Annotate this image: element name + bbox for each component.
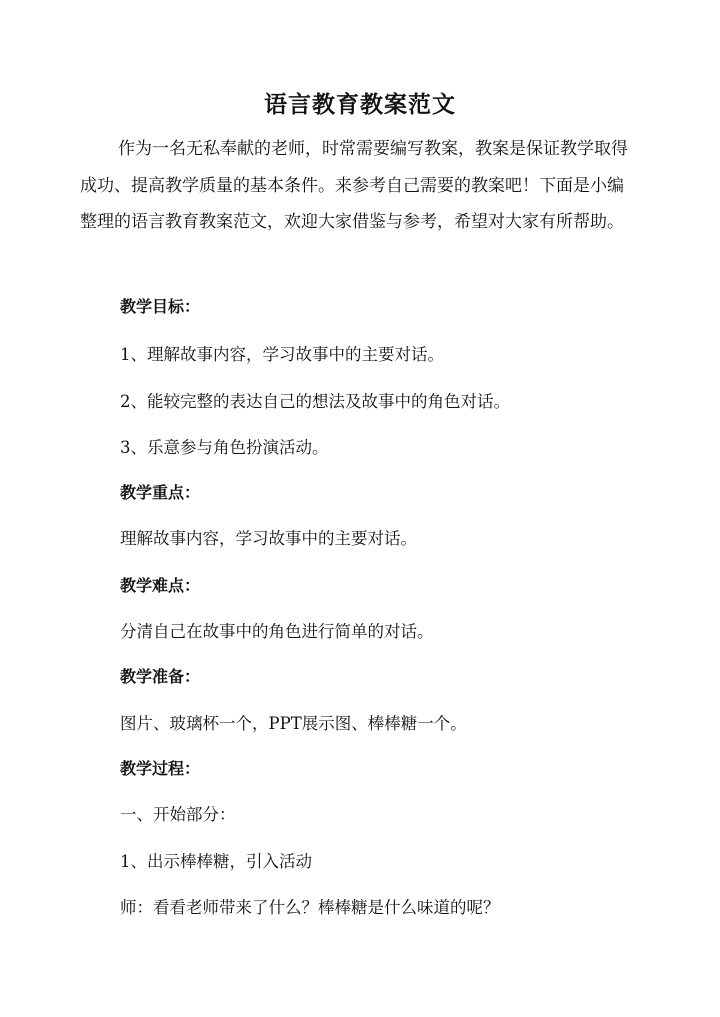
step-1-text: 1、出示棒棒糖，引入活动	[120, 852, 312, 871]
teaching-process-heading: 教学过程：	[120, 759, 201, 778]
difficulty-text: 分清自己在故事中的角色进行简单的对话。	[120, 622, 434, 641]
preparation-text: 图片、玻璃杯一个，PPT展示图、棒棒糖一个。	[120, 714, 467, 733]
document-title: 语言教育教案范文	[264, 91, 456, 118]
teaching-goal-1: 1、理解故事内容，学习故事中的主要对话。	[120, 345, 444, 364]
teaching-goals-heading: 教学目标：	[120, 297, 201, 316]
preparation-heading: 教学准备：	[120, 667, 201, 686]
opening-part-heading: 一、开始部分：	[120, 805, 236, 824]
teaching-goal-3: 3、乐意参与角色扮演活动。	[120, 438, 329, 457]
teaching-goal-2: 2、能较完整的表达自己的想法及故事中的角色对话。	[120, 392, 510, 411]
intro-paragraph: 作为一名无私奉献的老师，时常需要编写教案，教案是保证教学取得成功、提高教学质量的基本条件。来参考自己需要的教案吧！下面是小编整理的语言教育教案范文，欢迎大家借鉴与参考，希望对大家有所帮助。	[80, 139, 628, 232]
teacher-question-text: 师：看看老师带来了什么？棒棒糖是什么味道的呢？	[120, 898, 500, 917]
key-point-text: 理解故事内容，学习故事中的主要对话。	[120, 529, 417, 548]
key-point-heading: 教学重点：	[120, 483, 201, 502]
difficulty-heading: 教学难点：	[120, 576, 201, 595]
